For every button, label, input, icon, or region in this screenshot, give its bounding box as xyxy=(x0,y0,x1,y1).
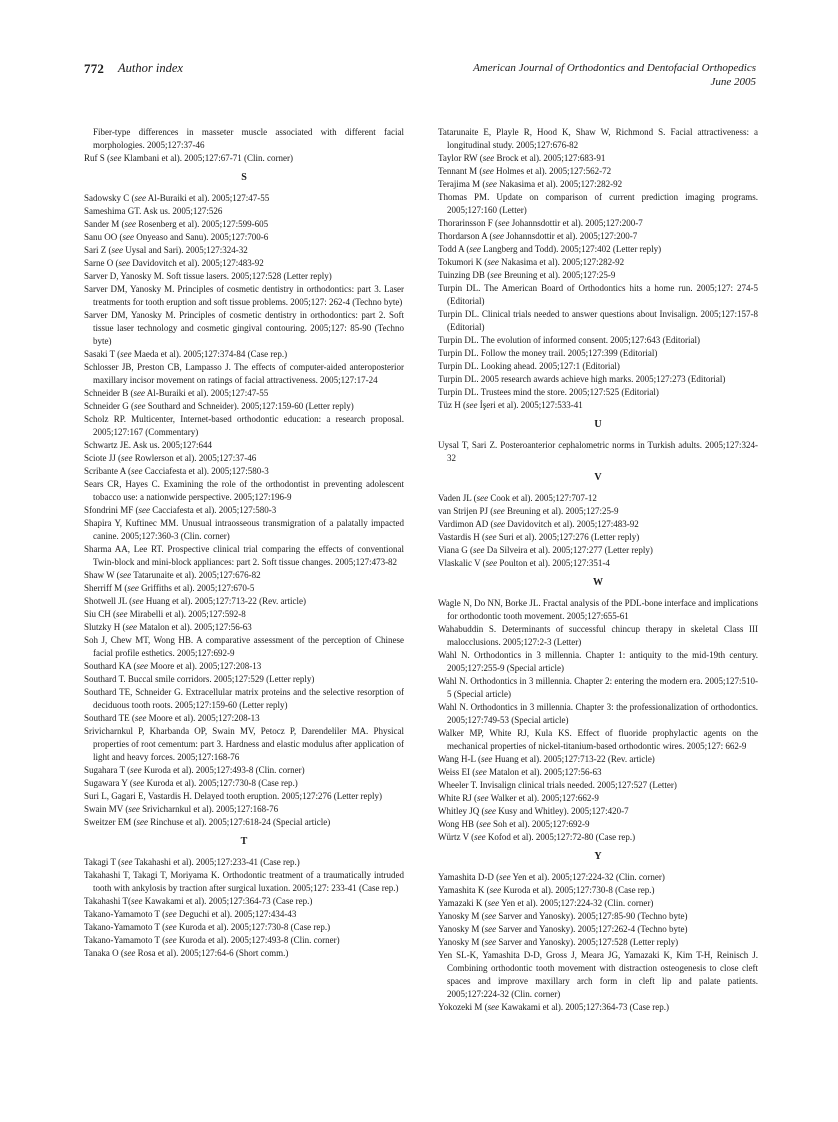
index-entry: Wang H-L (see Huang et al). 2005;127:713-22 (Rev. article) xyxy=(438,754,655,764)
index-entry: Siu CH (see Mirabelli et al). 2005;127:592-8 xyxy=(84,609,246,619)
index-entry: Sfondrini MF (see Cacciafesta et al). 2005;127:580-3 xyxy=(84,505,277,515)
index-entry: Thorarinsson F (see Johannsdottir et al). 2005;127:200-7 xyxy=(438,218,643,228)
index-entry: Tuinzing DB (see Breuning et al). 2005;127:25-9 xyxy=(438,270,616,280)
index-entry: Walker MP, White RJ, Kula KS. Effect of fluoride prophylactic agents on the mechanical properties of nickel-titanium-based orthodontic wires. 2005;127: 662-9 xyxy=(438,728,758,751)
section-letter: U xyxy=(594,419,602,430)
index-entry: Takano-Yamamoto T (see Kuroda et al). 2005;127:493-8 (Clin. corner) xyxy=(84,935,340,945)
index-entry: Yokozeki M (see Kawakami et al). 2005;127:364-73 (Case rep.) xyxy=(438,1002,670,1012)
index-entry: Scholz RP. Multicenter, Internet-based orthodontic education: a research proposal. 2005;127:167 (Commentary) xyxy=(84,414,404,437)
section-letter: T xyxy=(240,836,248,847)
section-letter: S xyxy=(241,172,247,183)
index-entry: Schneider B (see Al-Buraiki et al). 2005;127:47-55 xyxy=(84,388,269,398)
index-entry: Sadowsky C (see Al-Buraiki et al). 2005;127:47-55 xyxy=(84,193,270,203)
index-entry: Suri L, Gagari E, Vastardis H. Delayed tooth eruption. 2005;127:276 (Letter reply) xyxy=(84,791,383,801)
index-entry: Fiber-type differences in masseter muscle associated with different facial morphologies. 2005;127:37-46 xyxy=(93,127,404,150)
index-entry: Vlaskalic V (see Poulton et al). 2005;127:351-4 xyxy=(438,558,610,568)
section-letter: W xyxy=(593,577,603,588)
index-entry: Sugahara T (see Kuroda et al). 2005;127:493-8 (Clin. corner) xyxy=(84,765,305,775)
index-entry: Todd A (see Langberg and Todd). 2005;127:402 (Letter reply) xyxy=(438,244,662,254)
index-entry: Shapira Y, Kuftinec MM. Unusual intraosseous transmigration of a palatally impacted canine. 2005;127:360-3 (Clin. corner) xyxy=(84,518,404,541)
index-entry: Sears CR, Hayes C. Examining the role of the orthodontist in preventing adolescent tobacco use: a nationwide perspective. 2005;127:196-9 xyxy=(84,479,404,502)
index-entry: Takahashi T, Takagi T, Moriyama K. Orthodontic treatment of a traumatically intruded tooth with ankylosis by traction after surgical luxation. 2005;127: 233-41 (Case rep.) xyxy=(84,870,404,893)
index-entry: Southard TE, Schneider G. Extracellular matrix proteins and the selective resorption of deciduous tooth roots. 2005;127:159-60 (Letter reply) xyxy=(84,687,404,710)
index-entry: Turpin DL. 2005 research awards achieve high marks. 2005;127:273 (Editorial) xyxy=(438,374,726,384)
index-entry: Shotwell JL (see Huang et al). 2005;127:713-22 (Rev. article) xyxy=(84,596,307,606)
index-entry: Vaden JL (see Cook et al). 2005;127:707-12 xyxy=(438,493,597,503)
index-entry: Southard KA (see Moore et al). 2005;127:208-13 xyxy=(84,661,262,671)
index-entry: Ruf S (see Klambani et al). 2005;127:67-71 (Clin. corner) xyxy=(84,153,293,163)
index-entry: Yanosky M (see Sarver and Yanosky). 2005;127:262-4 (Techno byte) xyxy=(438,924,688,934)
index-entry: Sarver D, Yanosky M. Soft tissue lasers. 2005;127:528 (Letter reply) xyxy=(84,271,332,281)
index-entry: Schwartz JE. Ask us. 2005;127:644 xyxy=(84,440,212,450)
index-entry: Tüz H (see İşeri et al). 2005;127:533-41 xyxy=(438,400,583,410)
index-entry: Wahl N. Orthodontics in 3 millennia. Chapter 2: entering the modern era. 2005;127:510-5 (Special article) xyxy=(438,676,758,699)
index-entry: Wheeler T. Invisalign clinical trials needed. 2005;127:527 (Letter) xyxy=(438,780,677,790)
index-entry: Tanaka O (see Rosa et al). 2005;127:64-6 (Short comm.) xyxy=(84,948,289,958)
index-entry: Southard T. Buccal smile corridors. 2005;127:529 (Letter reply) xyxy=(84,674,315,684)
index-entry: Turpin DL. Looking ahead. 2005;127:1 (Editorial) xyxy=(438,361,620,371)
index-entry: Wahl N. Orthodontics in 3 millennia. Chapter 1: antiquity to the mid-19th century. 2005;127:255-9 (Special article) xyxy=(438,650,758,673)
index-entry: Vardimon AD (see Davidovitch et al). 2005;127:483-92 xyxy=(438,519,639,529)
index-entry: Scribante A (see Cacciafesta et al). 2005;127:580-3 xyxy=(84,466,269,476)
page-header xyxy=(84,61,756,97)
index-entry: Soh J, Chew MT, Wong HB. A comparative assessment of the perception of Chinese facial profile esthetics. 2005;127:692-9 xyxy=(84,635,404,658)
index-entry: Turpin DL. The American Board of Orthodontics hits a home run. 2005;127: 274-5 (Editorial) xyxy=(438,283,758,306)
index-entry: Sarne O (see Davidovitch et al). 2005;127:483-92 xyxy=(84,258,264,268)
index-entry: Tokumori K (see Nakasima et al). 2005;127:282-92 xyxy=(438,257,625,267)
index-entry: Taylor RW (see Brock et al). 2005;127:683-91 xyxy=(438,153,606,163)
index-entry: Turpin DL. Trustees mind the store. 2005;127:525 (Editorial) xyxy=(438,387,659,397)
index-entry: Sweitzer EM (see Rinchuse et al). 2005;127:618-24 (Special article) xyxy=(84,817,331,827)
section-letter: V xyxy=(594,472,602,483)
index-entry: Viana G (see Da Silveira et al). 2005;127:277 (Letter reply) xyxy=(438,545,653,555)
index-entry: Yamashita D-D (see Yen et al). 2005;127:224-32 (Clin. corner) xyxy=(438,872,665,882)
page-number: 772 xyxy=(84,61,105,76)
index-entry: Sarver DM, Yanosky M. Principles of cosmetic dentistry in orthodontics: part 2. Soft tissue laser technology and cosmetic gingival contouring. 2005;127: 85-90 (Techno byte) xyxy=(84,310,404,346)
index-entry: Takagi T (see Takahashi et al). 2005;127:233-41 (Case rep.) xyxy=(84,857,300,867)
index-entry: Turpin DL. The evolution of informed consent. 2005;127:643 (Editorial) xyxy=(438,335,700,345)
index-entry: Terajima M (see Nakasima et al). 2005;127:282-92 xyxy=(438,179,623,189)
index-entry: Tennant M (see Holmes et al). 2005;127:562-72 xyxy=(438,166,612,176)
left-column xyxy=(84,126,404,960)
index-entry: Sasaki T (see Maeda et al). 2005;127:374-84 (Case rep.) xyxy=(84,349,288,359)
index-entry: Sugawara Y (see Kuroda et al). 2005;127:730-8 (Case rep.) xyxy=(84,778,298,788)
index-entry: Takano-Yamamoto T (see Deguchi et al). 2005;127:434-43 xyxy=(84,909,297,919)
index-entry: Turpin DL. Clinical trials needed to answer questions about Invisalign. 2005;127:157-8 (Editorial) xyxy=(438,309,758,332)
index-entry: Yanosky M (see Sarver and Yanosky). 2005;127:85-90 (Techno byte) xyxy=(438,911,688,921)
right-column xyxy=(438,126,758,1014)
index-entry: Sarver DM, Yanosky M. Principles of cosmetic dentistry in orthodontics: part 3. Laser treatments for tooth eruption and soft tissue problems. 2005;127: 262-4 (Techno byte) xyxy=(84,284,404,307)
index-entry: Slutzky H (see Matalon et al). 2005;127:56-63 xyxy=(84,622,252,632)
index-entry: Southard TE (see Moore et al). 2005;127:208-13 xyxy=(84,713,260,723)
index-entry: Yen SL-K, Yamashita D-D, Gross J, Meara JG, Yamazaki K, Kim T-H, Reinisch J. Combining orthodontic tooth movement with distraction osteogenesis to close cleft spaces and improve maxillary arch form in cleft lip and palate patients. 2005;127:224-32 (Clin. corner) xyxy=(438,950,758,999)
index-entry: Wong HB (see Soh et al). 2005;127:692-9 xyxy=(438,819,590,829)
index-entry: Srivicharnkul P, Kharbanda OP, Swain MV, Petocz P, Darendeliler MA. Physical properties of root cementum: part 3. Hardness and elastic modulus after application of light and heavy forces. 2005;127:168-76 xyxy=(84,726,404,762)
index-entry: Sari Z (see Uysal and Sari). 2005;127:324-32 xyxy=(84,245,248,255)
index-entry: Tatarunaite E, Playle R, Hood K, Shaw W, Richmond S. Facial attractiveness: a longitudinal study. 2005;127:676-82 xyxy=(438,127,758,150)
index-entry: Weiss EI (see Matalon et al). 2005;127:56-63 xyxy=(438,767,602,777)
index-entry: Uysal T, Sari Z. Posteroanterior cephalometric norms in Turkish adults. 2005;127:324-32 xyxy=(438,440,758,463)
index-entry: Yanosky M (see Sarver and Yanosky). 2005;127:528 (Letter reply) xyxy=(438,937,679,947)
index-entry: Vastardis H (see Suri et al). 2005;127:276 (Letter reply) xyxy=(438,532,640,542)
index-entry: Thomas PM. Update on comparison of current prediction imaging programs. 2005;127:160 (Letter) xyxy=(438,192,758,215)
index-entry: Sciote JJ (see Rowlerson et al). 2005;127:37-46 xyxy=(84,453,257,463)
journal-name: American Journal of Orthodontics and Dentofacial Orthopedics xyxy=(473,62,756,74)
index-entry: Takano-Yamamoto T (see Kuroda et al). 2005;127:730-8 (Case rep.) xyxy=(84,922,331,932)
index-entry: Whitley JQ (see Kusy and Whitley). 2005;127:420-7 xyxy=(438,806,629,816)
index-entry: White RJ (see Walker et al). 2005;127:662-9 xyxy=(438,793,599,803)
section-letter: Y xyxy=(594,851,602,862)
index-entry: Swain MV (see Srivicharnkul et al). 2005;127:168-76 xyxy=(84,804,279,814)
index-entry: Yamashita K (see Kuroda et al). 2005;127:730-8 (Case rep.) xyxy=(438,885,655,895)
index-entry: Schlosser JB, Preston CB, Lampasso J. The effects of computer-aided anteroposterior maxillary incisor movement on ratings of facial attractiveness. 2005;127:17-24 xyxy=(84,362,404,385)
index-entry: Thordarson A (see Johannsdottir et al). 2005;127:200-7 xyxy=(438,231,638,241)
section-title: Author index xyxy=(118,61,183,75)
index-entry: Wahabuddin S. Determinants of successful chincup therapy in skeletal Class III malocclusions. 2005;127:2-3 (Letter) xyxy=(438,624,758,647)
issue-date: June 2005 xyxy=(710,76,756,88)
index-entry: Shaw W (see Tatarunaite et al). 2005;127:676-82 xyxy=(84,570,261,580)
index-entry: Sander M (see Rosenberg et al). 2005;127:599-605 xyxy=(84,219,269,229)
index-entry: Takahashi T(see Kawakami et al). 2005;127:364-73 (Case rep.) xyxy=(84,896,313,906)
index-entry: Wahl N. Orthodontics in 3 millennia. Chapter 3: the professionalization of orthodontics. 2005;127:749-53 (Special article) xyxy=(438,702,758,725)
index-entry: Sanu OO (see Onyeaso and Sanu). 2005;127:700-6 xyxy=(84,232,269,242)
index-entry: Yamazaki K (see Yen et al). 2005;127:224-32 (Clin. corner) xyxy=(438,898,654,908)
journal-title xyxy=(473,61,756,89)
index-entry: Turpin DL. Follow the money trail. 2005;127:399 (Editorial) xyxy=(438,348,658,358)
index-entry: Sherriff M (see Griffiths et al). 2005;127:670-5 xyxy=(84,583,255,593)
index-entry: van Strijen PJ (see Breuning et al). 2005;127:25-9 xyxy=(438,506,619,516)
index-entry: Sameshima GT. Ask us. 2005;127:526 xyxy=(84,206,223,216)
index-entry: Schneider G (see Southard and Schneider). 2005;127:159-60 (Letter reply) xyxy=(84,401,354,411)
index-entry: Wagle N, Do NN, Borke JL. Fractal analysis of the PDL-bone interface and implications for orthodontic tooth movement. 2005;127:655-61 xyxy=(438,598,758,621)
index-entry: Würtz V (see Kofod et al). 2005;127:72-80 (Case rep.) xyxy=(438,832,636,842)
index-entry: Sharma AA, Lee RT. Prospective clinical trial comparing the effects of conventional Twin-block and mini-block appliances: part 2. Soft tissue changes. 2005;127:473-82 xyxy=(84,544,404,567)
